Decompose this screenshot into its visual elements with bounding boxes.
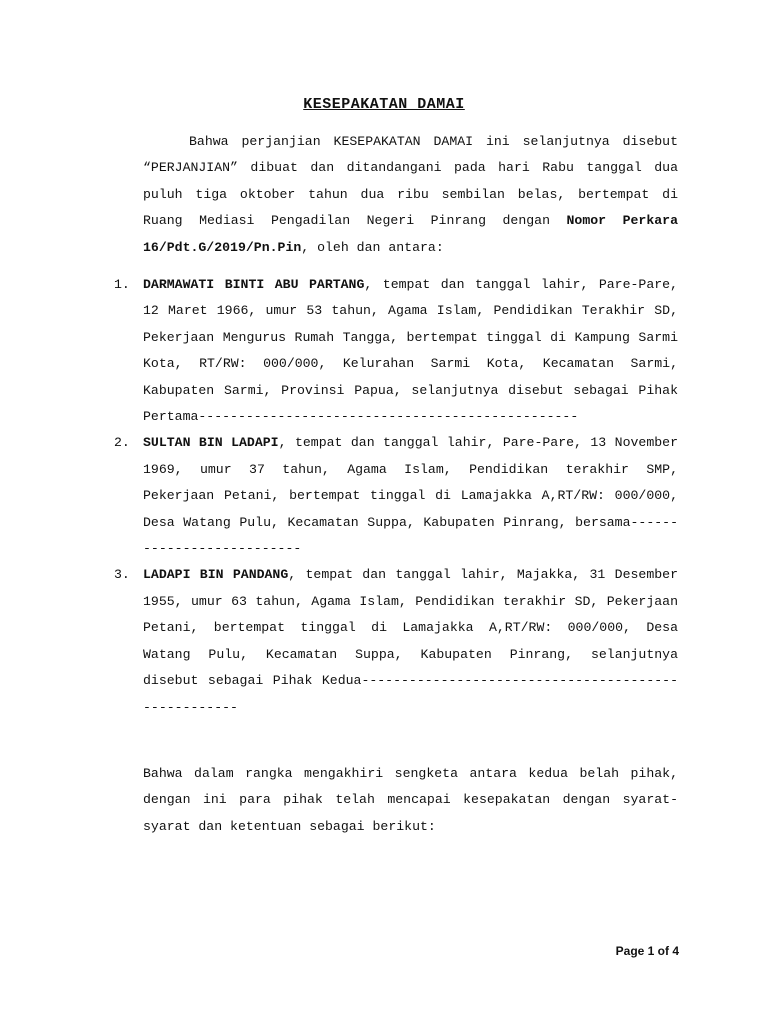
party-item — [114, 430, 678, 562]
intro-tail: , oleh dan antara: — [301, 239, 444, 255]
parties-list — [114, 272, 678, 721]
document-title: KESEPAKATAN DAMAI — [303, 96, 465, 113]
case-number: Nomor Perkara 16/Pdt.G/2019/Pn.Pin — [143, 213, 678, 255]
party-number: 2. — [114, 435, 130, 451]
intro-text: Bahwa perjanjian KESEPAKATAN DAMAI ini selanjutnya disebut “PERJANJIAN” dibuat dan ditandangani pada hari Rabu tanggal dua puluh tiga oktober tahun dua ribu sembilan belas, bertempat di Ruang Mediasi Pengadilan Negeri Pinrang dengan — [143, 134, 678, 229]
party-name: LADAPI BIN PANDANG — [143, 567, 289, 583]
page-number: Page 1 of 4 — [615, 944, 679, 958]
party-number: 3. — [114, 567, 130, 583]
party-number: 1. — [114, 277, 130, 292]
party-name: SULTAN BIN LADAPI — [143, 435, 279, 451]
party-details: , tempat dan tanggal lahir, Pare-Pare, 13 November 1969, umur 37 tahun, Agama Islam, Pendidikan terakhir SMP, Pekerjaan Petani, bertempat tinggal di Lamajakka A,RT/RW: 000/000, Desa Watang Pulu, Kecamatan Suppa, Kabupaten Pinrang, bersama-------------------------- — [143, 435, 678, 557]
party-name: DARMAWATI BINTI ABU PARTANG — [143, 277, 365, 292]
party-item — [114, 562, 678, 720]
party-details: , tempat dan tanggal lahir, Majakka, 31 Desember 1955, umur 63 tahun, Agama Islam, Pendidikan terakhir SD, Pekerjaan Petani, bertempat tinggal di Lamajakka A,RT/RW: 000/000, Desa Watang Pulu, Kecamatan Suppa, Kabupaten Pinrang, selanjutnya disebut sebagai Pihak Kedua---------------------------------------------------- — [143, 567, 678, 715]
party-details: , tempat dan tanggal lahir, Pare-Pare, 12 Maret 1966, umur 53 tahun, Agama Islam, Pendidikan Terakhir SD, Pekerjaan Mengurus Rumah Tangga, bertempat tinggal di Kampung Sarmi Kota, RT/RW: 000/000, Kelurahan Sarmi Kota, Kecamatan Sarmi, Kabupaten Sarmi, Provinsi Papua, selanjutnya disebut sebagai Pihak Pertama------------------------------------------------ — [143, 277, 678, 425]
intro-paragraph — [143, 129, 678, 261]
closing-paragraph: Bahwa dalam rangka mengakhiri sengketa antara kedua belah pihak, dengan ini para pihak telah mencapai kesepakatan dengan syarat-syarat dan ketentuan sebagai berikut: — [143, 766, 678, 834]
party-item — [114, 272, 678, 430]
